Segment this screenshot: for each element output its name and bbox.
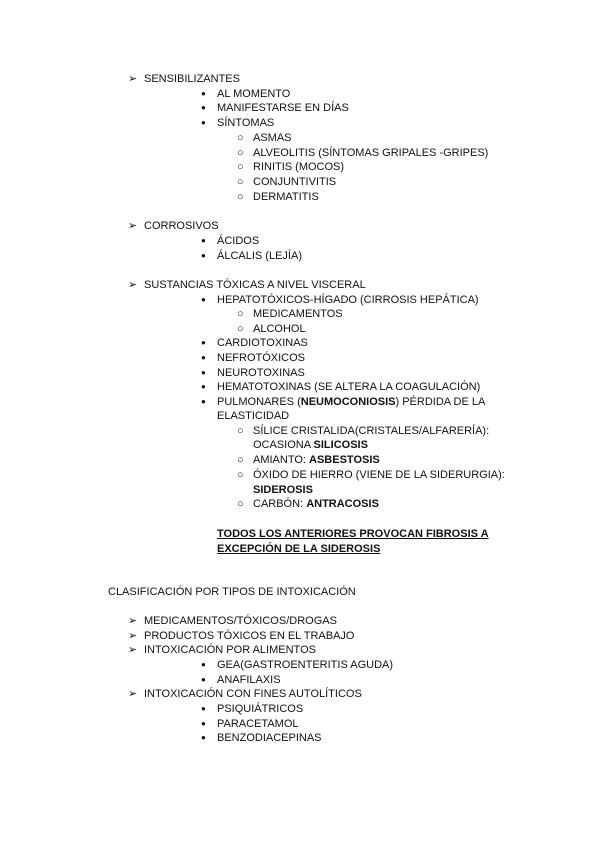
arrow-bullet-icon: ➢ — [128, 630, 138, 642]
antracosis-term: ANTRACOSIS — [306, 498, 379, 510]
circle-bullet-icon: ○ — [237, 161, 244, 173]
list-item: PRODUCTOS TÓXICOS EN EL TRABAJO — [144, 630, 355, 642]
corr-title: CORROSIVOS — [144, 220, 219, 232]
circle-bullet-icon: ○ — [237, 498, 244, 510]
clasificacion-heading: CLASIFICACIÓN POR TIPOS DE INTOXICACIÓN — [108, 586, 356, 598]
dot-bullet-icon: ● — [201, 338, 206, 347]
list-item: SÍNTOMAS — [217, 117, 275, 129]
arrow-bullet-icon: ➢ — [128, 73, 138, 85]
arrow-bullet-icon: ➢ — [128, 220, 138, 232]
dot-bullet-icon: ● — [201, 397, 206, 406]
dot-bullet-icon: ● — [201, 118, 206, 127]
pulmonares-text: ) PÉRDIDA DE LA — [395, 396, 486, 408]
list-item: MANIFESTARSE EN DÍAS — [217, 102, 349, 114]
silicosis-line — [253, 438, 368, 452]
carbon-line — [253, 497, 379, 511]
dot-bullet-icon: ● — [201, 382, 206, 391]
list-item: DERMATITIS — [253, 191, 319, 203]
list-item-text: CARBÓN: — [253, 498, 307, 510]
dot-bullet-icon: ● — [201, 236, 206, 245]
list-item: ÁCIDOS — [217, 235, 260, 247]
list-item: CONJUNTIVITIS — [253, 176, 337, 188]
arrow-bullet-icon: ➢ — [128, 615, 138, 627]
circle-bullet-icon: ○ — [237, 132, 244, 144]
dot-bullet-icon: ● — [201, 704, 206, 713]
dot-bullet-icon: ● — [201, 675, 206, 684]
siderosis-term: SIDEROSIS — [253, 484, 313, 496]
list-item: PARACETAMOL — [217, 718, 299, 730]
pulmonares-line — [217, 395, 485, 409]
arrow-bullet-icon: ➢ — [128, 688, 138, 700]
list-item: SÍLICE CRISTALIDA(CRISTALES/ALFARERÍA): — [253, 425, 490, 437]
list-item-text: AMIANTO: — [253, 454, 310, 466]
list-item: MEDICAMENTOS/TÓXICOS/DROGAS — [144, 615, 337, 627]
circle-bullet-icon: ○ — [237, 425, 244, 437]
list-item: HEMATOTOXINAS (SE ALTERA LA COAGULACIÓN) — [217, 381, 481, 393]
dot-bullet-icon: ● — [201, 353, 206, 362]
pulmonares-text: ELASTICIDAD — [217, 410, 290, 422]
list-item: NEFROTÓXICOS — [217, 352, 306, 364]
arrow-bullet-icon: ➢ — [128, 279, 138, 291]
circle-bullet-icon: ○ — [237, 308, 244, 320]
fibrosis-note: EXCEPCIÓN DE LA SIDEROSIS — [217, 543, 381, 555]
list-item: PSIQUIÁTRICOS — [217, 703, 304, 715]
fibrosis-note: TODOS LOS ANTERIORES PROVOCAN FIBROSIS A — [217, 528, 489, 540]
list-item: AL MOMENTO — [217, 88, 291, 100]
circle-bullet-icon: ○ — [237, 176, 244, 188]
dot-bullet-icon: ● — [201, 660, 206, 669]
dot-bullet-icon: ● — [201, 103, 206, 112]
circle-bullet-icon: ○ — [237, 147, 244, 159]
dot-bullet-icon: ● — [201, 368, 206, 377]
dot-bullet-icon: ● — [201, 295, 206, 304]
list-item: ALCOHOL — [253, 323, 306, 335]
list-item: INTOXICACIÓN POR ALIMENTOS — [144, 644, 316, 656]
amianto-line — [253, 453, 380, 467]
list-item: INTOXICACIÓN CON FINES AUTOLÍTICOS — [144, 688, 362, 700]
circle-bullet-icon: ○ — [237, 323, 244, 335]
list-item: ÓXIDO DE HIERRO (VIENE DE LA SIDERURGIA): — [253, 469, 505, 481]
dot-bullet-icon: ● — [201, 251, 206, 260]
list-item: ÁLCALIS (LEJÍA) — [217, 250, 302, 262]
circle-bullet-icon: ○ — [237, 191, 244, 203]
list-item: MEDICAMENTOS — [253, 308, 343, 320]
visc-title: SUSTANCIAS TÓXICAS A NIVEL VISCERAL — [144, 279, 366, 291]
list-item: CARDIOTOXINAS — [217, 337, 308, 349]
circle-bullet-icon: ○ — [237, 454, 244, 466]
dot-bullet-icon: ● — [201, 89, 206, 98]
list-item: NEUROTOXINAS — [217, 367, 305, 379]
list-item: HEPATOTÓXICOS-HÍGADO (CIRROSIS HEPÁTICA) — [217, 294, 479, 306]
list-item: BENZODIACEPINAS — [217, 732, 322, 744]
dot-bullet-icon: ● — [201, 733, 206, 742]
circle-bullet-icon: ○ — [237, 469, 244, 481]
list-item: ASMAS — [253, 132, 292, 144]
list-item: GEA(GASTROENTERITIS AGUDA) — [217, 659, 394, 671]
neumoconiosis-term: NEUMOCONIOSIS — [300, 396, 396, 408]
asbestosis-term: ASBESTOSIS — [309, 454, 380, 466]
arrow-bullet-icon: ➢ — [128, 644, 138, 656]
list-item-text: OCASIONA — [253, 439, 314, 451]
sens-title: SENSIBILIZANTES — [144, 73, 240, 85]
list-item: ANAFILAXIS — [217, 674, 281, 686]
list-item: ALVEOLITIS (SÍNTOMAS GRIPALES -GRIPES) — [253, 147, 489, 159]
pulmonares-text: PULMONARES ( — [217, 396, 301, 408]
silicosis-term: SILICOSIS — [313, 439, 368, 451]
list-item: RINITIS (MOCOS) — [253, 161, 345, 173]
dot-bullet-icon: ● — [201, 719, 206, 728]
